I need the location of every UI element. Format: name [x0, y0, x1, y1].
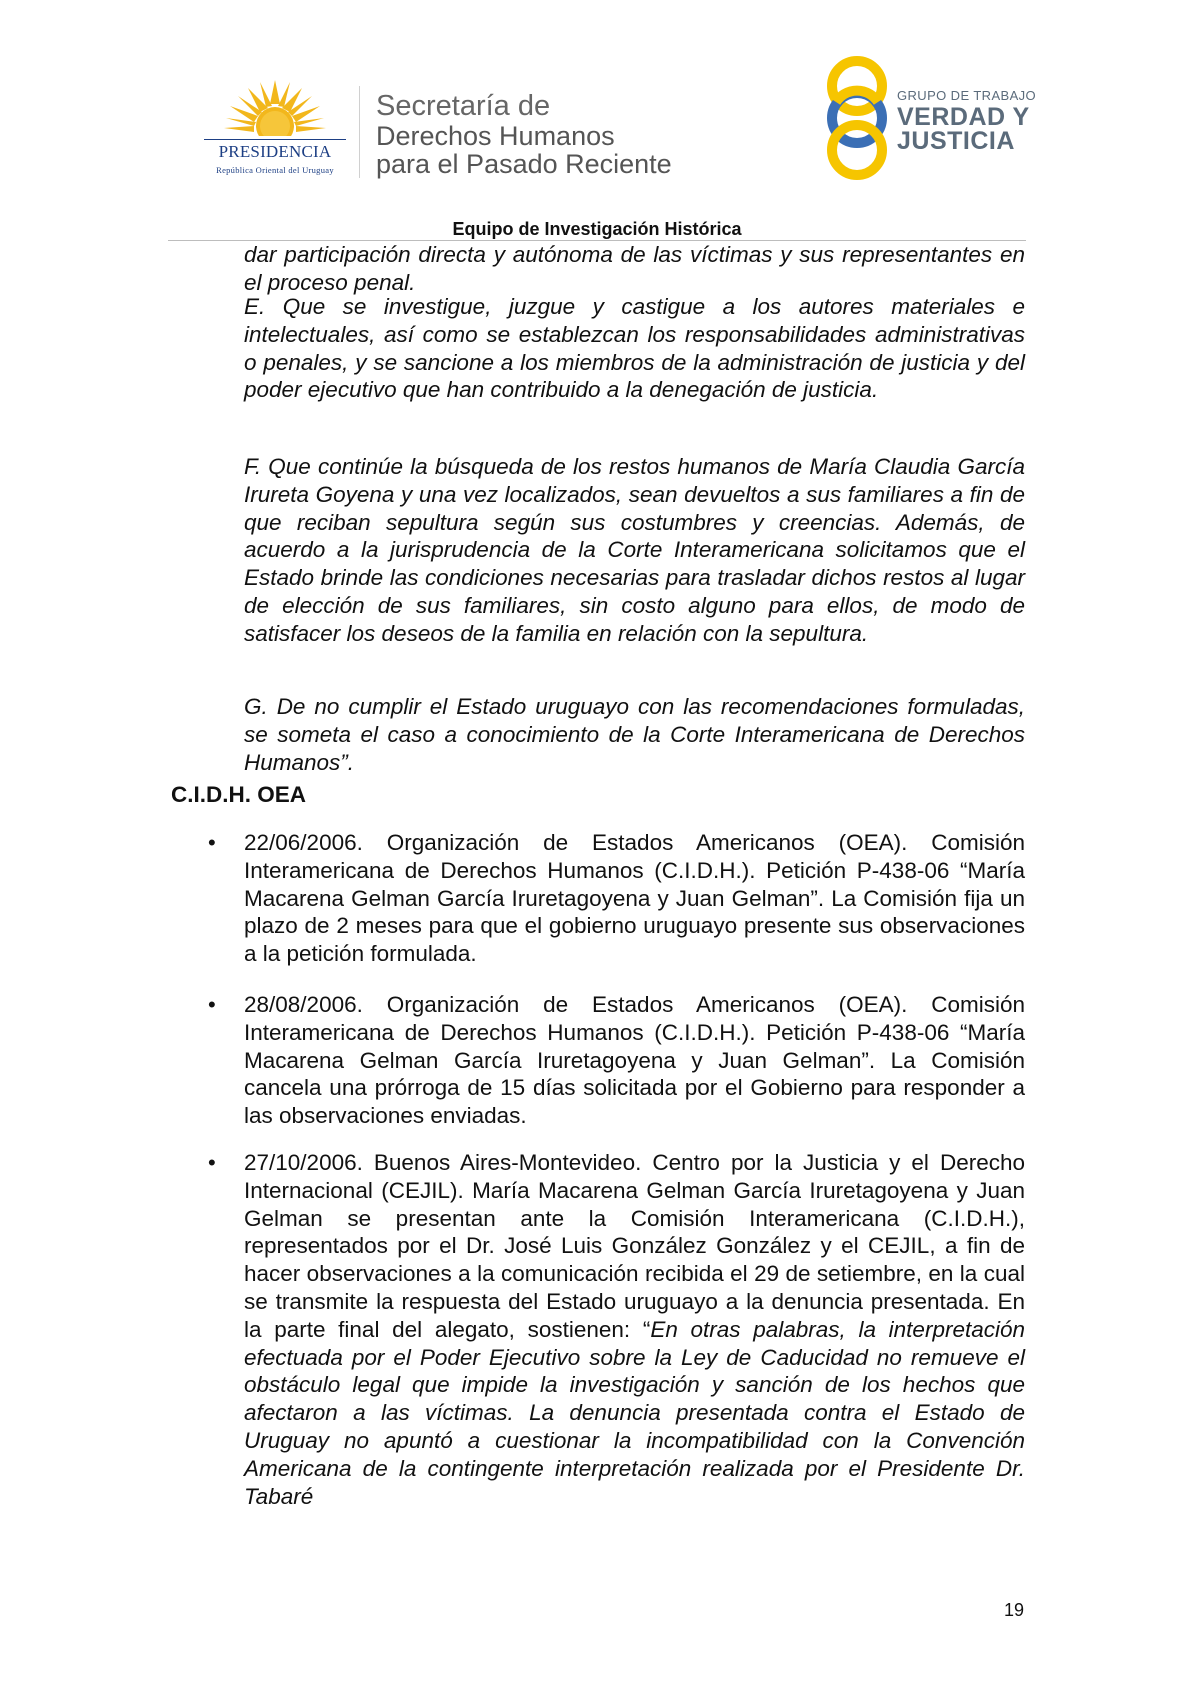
team-title: Equipo de Investigación Histórica [452, 219, 742, 239]
presidencia-name: PRESIDENCIA [218, 142, 332, 161]
page-number: 19 [1003, 1600, 1024, 1620]
secretaria-line-1: Secretaría de [376, 90, 551, 122]
sun-icon [196, 78, 354, 140]
verdad-justicia-logo [820, 56, 1040, 182]
paragraph-e: E. Que se investigue, juzgue y castigue a los autores materiales e intelectuales, así como se establezcan los responsabilidades administrativas o penales, y se sancione a los miembros de la administración de justicia y del poder ejecutivo que han contribuido a la denegación de justicia. [244, 294, 1025, 403]
presidencia-rule [204, 139, 346, 140]
paragraph-f: F. Que continúe la búsqueda de los restos humanos de María Claudia García Irureta Goyena y una vez localizados, sean devueltos a sus familiares a fin de que reciban sepultura según sus costumbres y creencias. Además, de acuerdo a la jurisprudencia de la Corte Interamericana solicitamos que el Estado brinde las condiciones necesarias para trasladar dichos restos al lugar de elección de sus familiares, sin costo alguno para ellos, de modo de satisfacer los deseos de la familia en relación con la sepultura. [244, 454, 1025, 646]
section-heading: C.I.D.H. OEA [171, 782, 307, 807]
presidencia-subtitle: República Oriental del Uruguay [216, 165, 334, 175]
paragraph-continuation: dar participación directa y autónoma de las víctimas y sus representantes en el proceso penal. [244, 242, 1025, 295]
secretaria-line-2: Derechos Humanos [376, 121, 615, 151]
grupo-line-1: GRUPO DE TRABAJO [897, 88, 1037, 103]
list-item: 28/08/2006. Organización de Estados Americanos (OEA). Comisión Interamericana de Derechos Humanos (C.I.D.H.). Petición P-438-06 “María Macarena Gelman García Iruretagoyena y Juan Gelman”. La Comisión cancela una prórroga de 15 días solicitada por el Gobierno para responder a las observaciones enviadas. [244, 992, 1025, 1129]
list-item-text: 27/10/2006. Buenos Aires-Montevideo. Centro por la Justicia y el Derecho Internacional (CEJIL). María Macarena Gelman García Iruretagoyena y Juan Gelman se presentan ante la Comisión Interamericana (C.I.D.H.), representados por el Dr. José Luis González González y el CEJIL, a fin de hacer observaciones a la comunicación recibida el 29 de setiembre, en la cual se transmite la respuesta del Estado uruguayo a la denuncia presentada. En la parte final del alegato, sostienen: “ [244, 1150, 1025, 1342]
secretaria-logo-text [376, 90, 672, 178]
paragraph-g: G. De no cumplir el Estado uruguayo con las recomendaciones formuladas, se someta el caso a conocimiento de la Corte Interamericana de Derechos Humanos”. [244, 694, 1025, 775]
bullet-marker: • [208, 1150, 216, 1175]
list-item-quote: En otras palabras, la interpretación efectuada por el Poder Ejecutivo sobre la Ley de Caducidad no remueve el obstáculo legal que impide la investigación y sanción de los hechos que afectaron a las víctimas. La denuncia presentada contra el Estado de Uruguay no apuntó a cuestionar la incompatibilidad con la Convención Americana de la contingente interpretación realizada por el Presidente Dr. Tabaré [244, 1316, 1026, 1509]
header-divider [359, 86, 360, 178]
list-item: 22/06/2006. Organización de Estados Americanos (OEA). Comisión Interamericana de Derechos Humanos (C.I.D.H.). Petición P-438-06 “María Macarena Gelman García Iruretagoyena y Juan Gelman”. La Comisión fija un plazo de 2 meses para que el gobierno uruguayo presente sus observaciones a la petición formulada. [244, 830, 1025, 967]
grupo-line-2: VERDAD Y [897, 103, 1030, 131]
bullet-marker: • [208, 830, 216, 855]
bullet-marker: • [208, 992, 216, 1017]
rings-icon [820, 56, 894, 182]
list-item [244, 1149, 1025, 1510]
grupo-line-3: JUSTICIA [897, 127, 1015, 155]
presidencia-logo [196, 78, 354, 186]
page-header [0, 0, 1190, 240]
secretaria-line-3: para el Pasado Reciente [376, 149, 672, 179]
